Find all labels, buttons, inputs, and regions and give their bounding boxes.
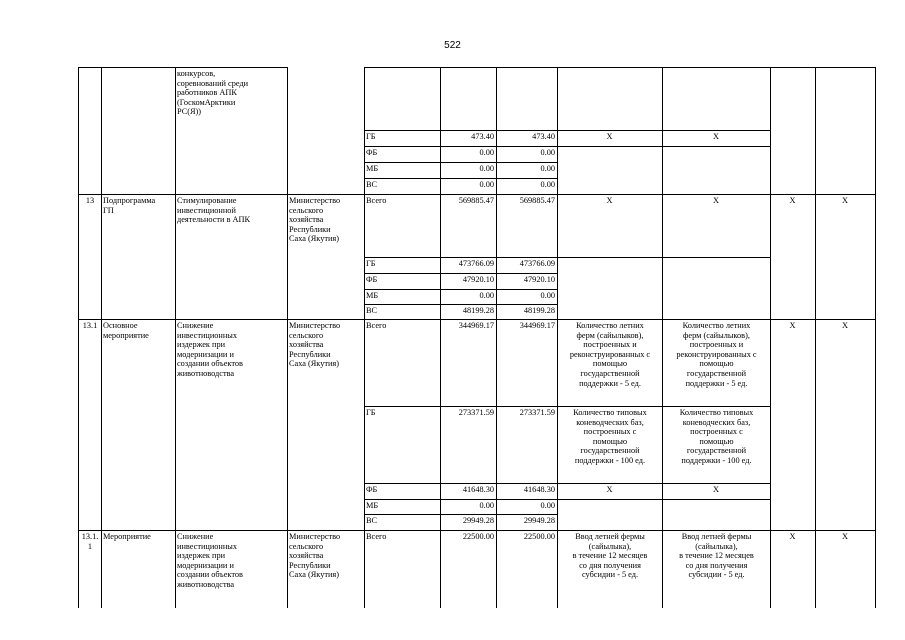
indicator-cell: X bbox=[842, 196, 848, 205]
indicator-cell: X bbox=[789, 196, 796, 205]
amount-cell: 47920.10 bbox=[462, 275, 494, 284]
source-cell: МБ bbox=[366, 501, 379, 510]
grid-line bbox=[364, 514, 557, 515]
indicator-cell: X bbox=[713, 485, 719, 494]
amount-cell: 47920.10 bbox=[523, 275, 555, 284]
indicator-cell: X bbox=[606, 196, 613, 205]
amount-cell: 0.00 bbox=[540, 501, 555, 510]
grid-line bbox=[364, 146, 770, 147]
indicator-cell: Количество типовых коневодческих баз, построенных с помощью государственной поддержки - 100 ед. bbox=[573, 408, 647, 465]
indicator-cell: Ввод летней фермы (сайылыка), в течение 12 месяцев со дня получения субсидии - 5 ед. bbox=[679, 532, 754, 580]
source-cell: ГБ bbox=[366, 132, 376, 141]
indicator-cell: X bbox=[789, 532, 796, 541]
amount-cell: 344969.17 bbox=[458, 321, 494, 330]
amount-cell: 29949.28 bbox=[523, 516, 555, 525]
amount-cell: 0.00 bbox=[479, 291, 494, 300]
row-type: Подпрограмма ГП bbox=[103, 196, 156, 215]
amount-cell: 0.00 bbox=[540, 164, 555, 173]
amount-cell: 0.00 bbox=[540, 148, 555, 157]
grid-line bbox=[815, 67, 816, 608]
row-number: 13.1. 1 bbox=[81, 532, 99, 551]
amount-cell: 29949.28 bbox=[462, 516, 494, 525]
source-cell: ФБ bbox=[366, 275, 378, 284]
source-cell: ГБ bbox=[366, 259, 376, 268]
grid-line bbox=[364, 304, 557, 305]
amount-cell: 22500.00 bbox=[462, 532, 494, 541]
row-name: Снижение инвестиционных издержек при модернизации и создании объектов животноводства bbox=[177, 532, 243, 589]
row-type: Основное мероприятие bbox=[103, 321, 149, 340]
indicator-cell: X bbox=[713, 132, 719, 141]
amount-cell: 344969.17 bbox=[519, 321, 555, 330]
grid-line bbox=[875, 67, 876, 608]
grid-line bbox=[364, 289, 557, 290]
indicator-cell: Количество летних ферм (сайылыков), построенных и реконструированных с помощью государственной поддержки - 5 ед. bbox=[676, 321, 757, 388]
grid-line bbox=[78, 194, 875, 195]
indicator-cell: X bbox=[713, 196, 719, 205]
row-name: Стимулирование инвестиционной деятельности в АПК bbox=[177, 196, 251, 225]
amount-cell: 0.00 bbox=[479, 180, 494, 189]
grid-line bbox=[364, 67, 365, 608]
amount-cell: 22500.00 bbox=[523, 532, 555, 541]
amount-cell: 0.00 bbox=[540, 291, 555, 300]
amount-cell: 273371.59 bbox=[458, 408, 494, 417]
source-cell: ВС bbox=[366, 180, 378, 189]
event-name: конкурсов, соревнований среди работников АПК (ГоскомАрктики РС(Я)) bbox=[177, 69, 249, 117]
grid-line bbox=[78, 67, 287, 68]
amount-cell: 473766.09 bbox=[519, 259, 555, 268]
grid-line bbox=[364, 499, 770, 500]
row-number: 13.1 bbox=[82, 321, 98, 330]
indicator-cell: X bbox=[606, 485, 613, 494]
amount-cell: 41648.30 bbox=[523, 485, 555, 494]
amount-cell: 473.40 bbox=[471, 132, 494, 141]
indicator-cell: X bbox=[606, 132, 613, 141]
grid-line bbox=[175, 67, 176, 608]
source-cell: МБ bbox=[366, 164, 379, 173]
row-executor: Министерство сельского хозяйства Республики Саха (Якутия) bbox=[289, 321, 341, 369]
amount-cell: 48199.28 bbox=[462, 306, 494, 315]
page-number: 522 bbox=[444, 40, 461, 51]
indicator-cell: Количество типовых коневодческих баз, построенных с помощью государственной поддержки - 100 ед. bbox=[679, 408, 754, 465]
amount-cell: 0.00 bbox=[540, 180, 555, 189]
grid-line bbox=[78, 319, 875, 320]
source-cell: ФБ bbox=[366, 148, 378, 157]
grid-line bbox=[287, 67, 288, 608]
grid-line bbox=[78, 67, 79, 608]
source-cell: МБ bbox=[366, 291, 379, 300]
grid-line bbox=[440, 67, 441, 608]
grid-line bbox=[364, 257, 770, 258]
row-type: Мероприятие bbox=[103, 532, 151, 541]
grid-line bbox=[101, 67, 102, 608]
row-executor: Министерство сельского хозяйства Республики Саха (Якутия) bbox=[289, 196, 341, 244]
indicator-cell: Ввод летней фермы (сайылыка), в течение 12 месяцев со дня получения субсидии - 5 ед. bbox=[572, 532, 648, 580]
amount-cell: 473.40 bbox=[532, 132, 555, 141]
source-cell: Всего bbox=[366, 532, 387, 541]
grid-line bbox=[364, 178, 557, 179]
indicator-cell: X bbox=[842, 532, 848, 541]
amount-cell: 0.00 bbox=[479, 164, 494, 173]
grid-line bbox=[770, 67, 771, 608]
source-cell: ФБ bbox=[366, 485, 378, 494]
indicator-cell: X bbox=[842, 321, 848, 330]
amount-cell: 473766.09 bbox=[458, 259, 494, 268]
grid-line bbox=[78, 530, 875, 531]
amount-cell: 569885.47 bbox=[458, 196, 494, 205]
amount-cell: 0.00 bbox=[479, 148, 494, 157]
indicator-cell: Количество летних ферм (сайылыков), построенных и реконструированных с помощью государственной поддержки - 5 ед. bbox=[569, 321, 651, 388]
amount-cell: 0.00 bbox=[479, 501, 494, 510]
grid-line bbox=[364, 483, 770, 484]
grid-line bbox=[496, 67, 497, 608]
source-cell: ГБ bbox=[366, 408, 376, 417]
grid-line bbox=[364, 130, 770, 131]
row-number: 13 bbox=[85, 196, 95, 205]
indicator-cell: X bbox=[789, 321, 796, 330]
source-cell: Всего bbox=[366, 196, 387, 205]
grid-line bbox=[364, 67, 875, 68]
source-cell: ВС bbox=[366, 306, 378, 315]
row-executor: Министерство сельского хозяйства Республики Саха (Якутия) bbox=[289, 532, 341, 580]
source-cell: Всего bbox=[366, 321, 387, 330]
grid-line bbox=[364, 406, 770, 407]
amount-cell: 273371.59 bbox=[519, 408, 555, 417]
row-name: Снижение инвестиционных издержек при модернизации и создании объектов животноводства bbox=[177, 321, 243, 378]
source-cell: ВС bbox=[366, 516, 378, 525]
amount-cell: 48199.28 bbox=[523, 306, 555, 315]
amount-cell: 41648.30 bbox=[462, 485, 494, 494]
grid-line bbox=[364, 273, 557, 274]
grid-line bbox=[364, 162, 557, 163]
amount-cell: 569885.47 bbox=[519, 196, 555, 205]
